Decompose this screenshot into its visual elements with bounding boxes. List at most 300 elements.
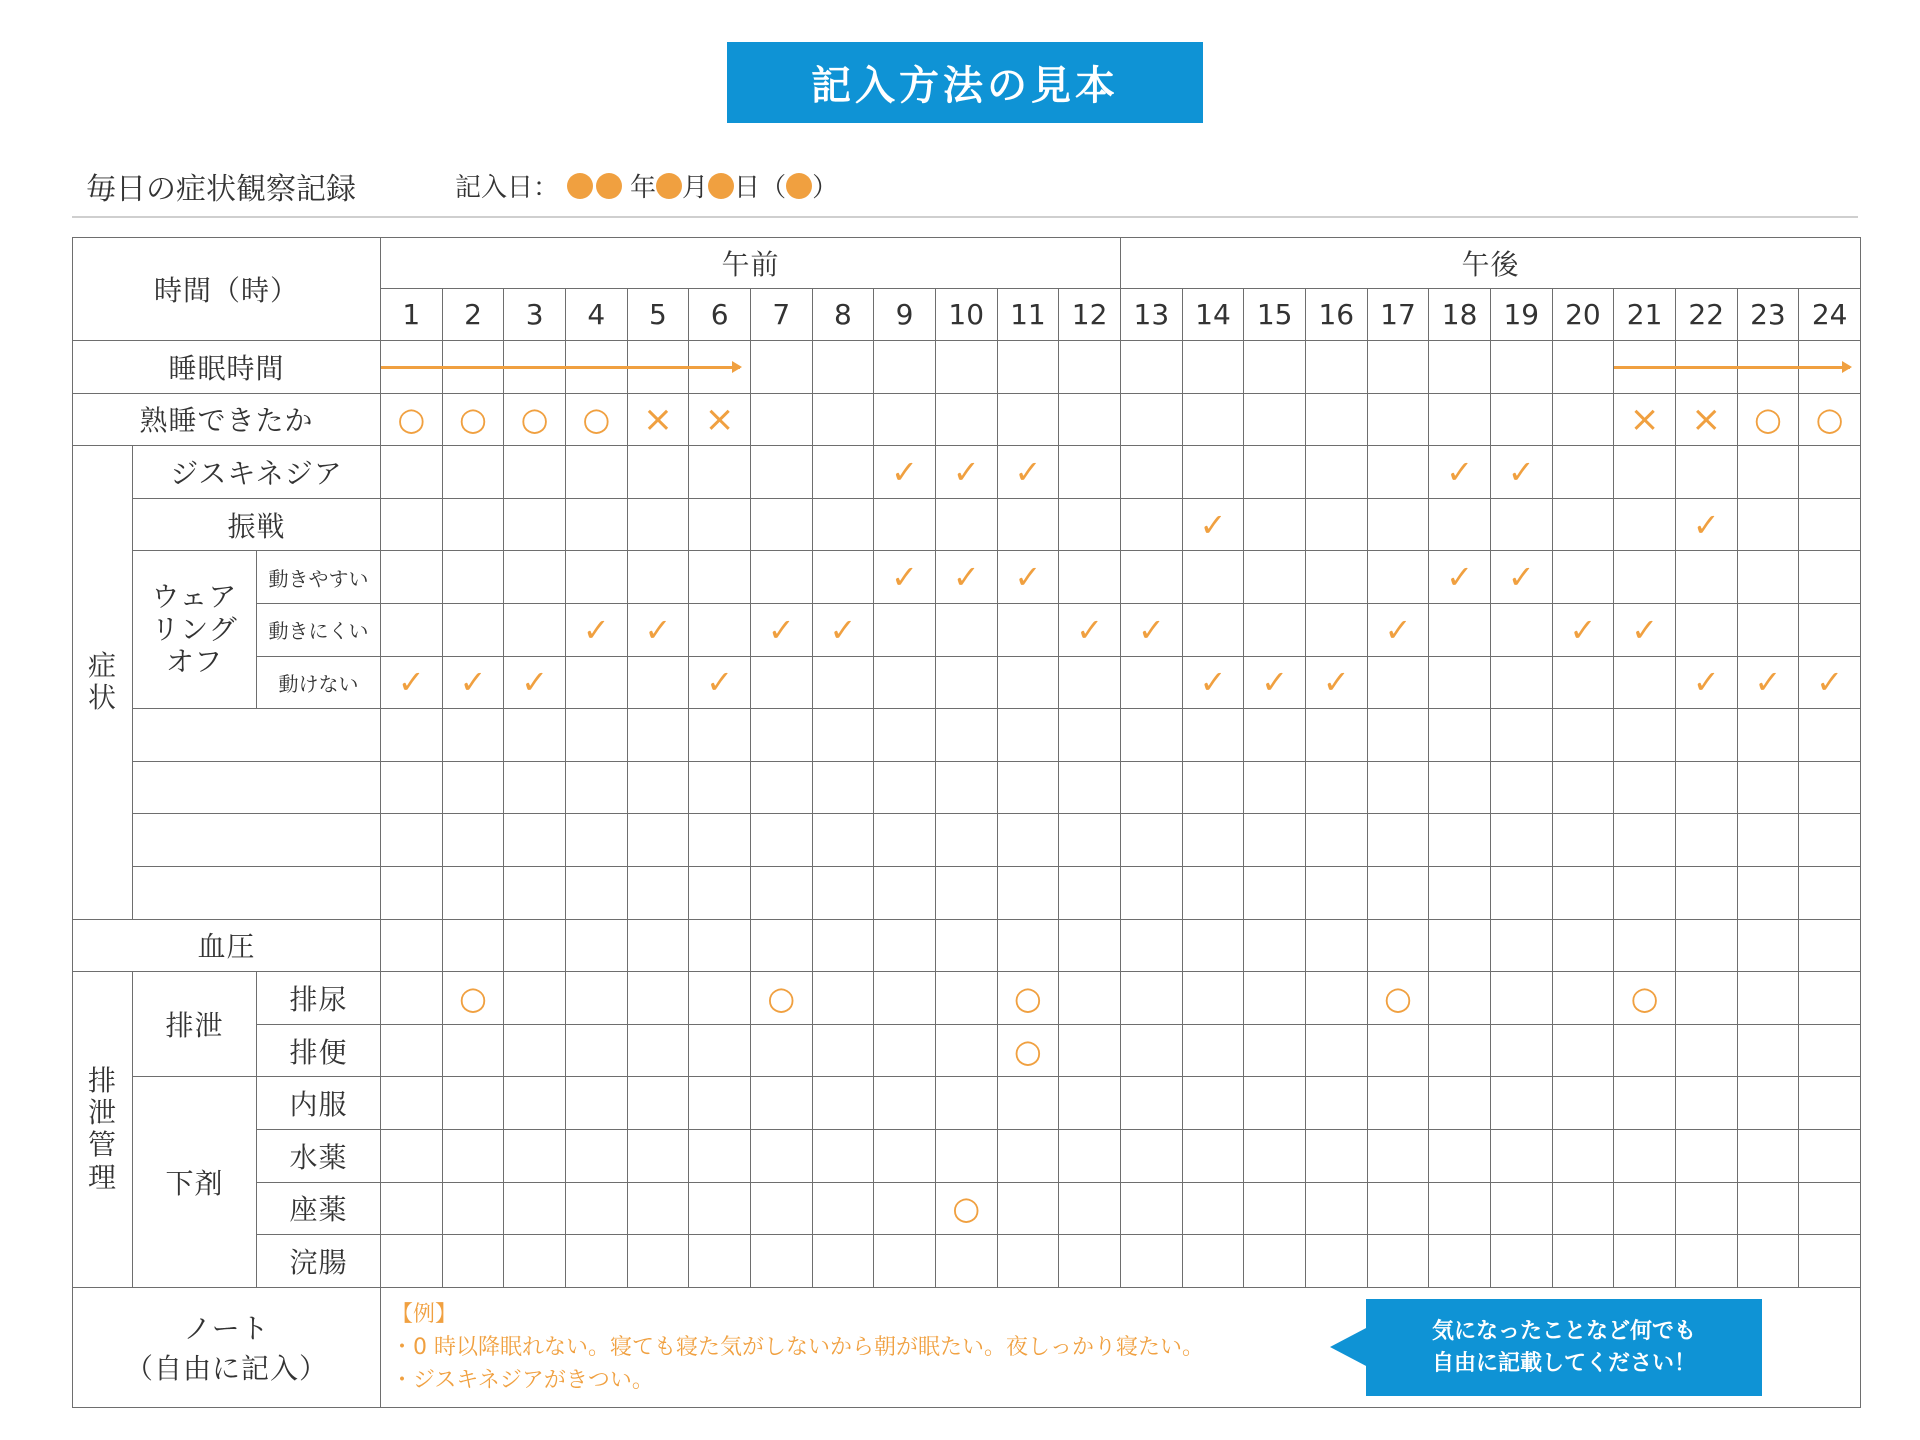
- month-dot: [656, 173, 682, 199]
- sleep-time-cell-16: [1305, 341, 1367, 394]
- dyskinesia-cell-13: [1121, 446, 1183, 499]
- hard-move-cell-13: [1121, 603, 1183, 656]
- urination-cell-20: [1552, 972, 1614, 1025]
- sleep-time-cell-19: [1490, 341, 1552, 394]
- hour-label-14: 14: [1195, 298, 1231, 331]
- sound-sleep-cell-22: [1675, 393, 1737, 446]
- oral-cell-14: [1182, 1077, 1244, 1130]
- hour-header-22: [1675, 289, 1737, 341]
- wearing-off-stack: [133, 581, 256, 678]
- hour-header-18: [1429, 289, 1491, 341]
- sound-sleep-cell-24: [1799, 393, 1861, 446]
- enema-cell-22: [1675, 1235, 1737, 1288]
- cannot-move-cell-4: [565, 656, 627, 709]
- hour-header-14: [1182, 289, 1244, 341]
- blank-symptom-1-cell-4: [565, 709, 627, 762]
- dyskinesia-cell-14: [1182, 446, 1244, 499]
- blank-symptom-label-3: [133, 814, 381, 867]
- pm-label: 午後: [1461, 248, 1520, 281]
- hour-label-7: 7: [772, 298, 791, 331]
- liquid-cell-19: [1490, 1129, 1552, 1182]
- blank-symptom-3-cell-16: [1305, 814, 1367, 867]
- blank-symptom-2-cell-9: [874, 761, 936, 814]
- callout-box: [1366, 1299, 1762, 1396]
- cannot-move-cell-14: [1182, 656, 1244, 709]
- defecation-cell-3: [504, 1024, 566, 1077]
- cannot-move-cell-21: [1614, 656, 1676, 709]
- blank-symptom-4-cell-11: [997, 866, 1059, 919]
- blank-symptom-2-cell-21: [1614, 761, 1676, 814]
- enema-cell-7: [750, 1235, 812, 1288]
- blank-symptom-2-cell-1: [381, 761, 443, 814]
- blood-pressure-cell-22: [1675, 919, 1737, 972]
- excretion-char-0: 排: [87, 1064, 117, 1098]
- oral-cell-12: [1059, 1077, 1121, 1130]
- blank-symptom-3-cell-6: [689, 814, 751, 867]
- day-label: 日: [734, 173, 761, 203]
- blank-symptom-4-cell-17: [1367, 866, 1429, 919]
- oral-cell-10: [935, 1077, 997, 1130]
- urination-cell-4: [565, 972, 627, 1025]
- hour-header-15: [1244, 289, 1306, 341]
- sleep-time-cell-15: [1244, 341, 1306, 394]
- blank-symptom-2-cell-18: [1429, 761, 1491, 814]
- blank-symptom-2-cell-2: [442, 761, 504, 814]
- note-example: [391, 1298, 1204, 1397]
- defecation-cell-16: [1305, 1024, 1367, 1077]
- sound-sleep-mark-4: ○: [582, 400, 611, 439]
- suppository-cell-1: [381, 1182, 443, 1235]
- oral-cell-13: [1121, 1077, 1183, 1130]
- blood-pressure-cell-23: [1737, 919, 1799, 972]
- hour-header-23: [1737, 289, 1799, 341]
- liquid-cell-20: [1552, 1129, 1614, 1182]
- dyskinesia-cell-19: [1490, 446, 1552, 499]
- oral-cell-6: [689, 1077, 751, 1130]
- suppository-cell-2: [442, 1182, 504, 1235]
- blank-symptom-4-cell-2: [442, 866, 504, 919]
- sleep-arrow-2: [1614, 366, 1851, 369]
- easy-move-cell-1: [381, 551, 443, 604]
- liquid-label: [257, 1129, 381, 1182]
- hard-move-cell-18: [1429, 603, 1491, 656]
- excretion-label: [133, 972, 257, 1077]
- hard-move-cell-14: [1182, 603, 1244, 656]
- hard-move-cell-24: [1799, 603, 1861, 656]
- oral-cell-7: [750, 1077, 812, 1130]
- cannot-move-cell-18: [1429, 656, 1491, 709]
- blank-symptom-3-cell-15: [1244, 814, 1306, 867]
- hour-label-19: 19: [1503, 298, 1540, 331]
- defecation-circle-11: ○: [1013, 1031, 1042, 1070]
- hour-header-5: [627, 289, 689, 341]
- blank-symptom-4-cell-18: [1429, 866, 1491, 919]
- blank-symptom-4-cell-20: [1552, 866, 1614, 919]
- sound-sleep-cell-16: [1305, 393, 1367, 446]
- blank-symptom-1-cell-24: [1799, 709, 1861, 762]
- oral-cell-16: [1305, 1077, 1367, 1130]
- enema-cell-12: [1059, 1235, 1121, 1288]
- oral-cell-5: [627, 1077, 689, 1130]
- liquid-cell-7: [750, 1129, 812, 1182]
- hour-label-11: 11: [1010, 298, 1046, 331]
- hour-label-24: 24: [1811, 298, 1848, 331]
- hard-move-cell-20: [1552, 603, 1614, 656]
- cannot-move-cell-2: [442, 656, 504, 709]
- blank-symptom-2-cell-22: [1675, 761, 1737, 814]
- blank-symptom-2-cell-10: [935, 761, 997, 814]
- sound-sleep-cell-6: [689, 393, 751, 446]
- time-header-label: 時間（時）: [153, 274, 299, 307]
- liquid-cell-12: [1059, 1129, 1121, 1182]
- tremor-cell-17: [1367, 498, 1429, 551]
- defecation-cell-12: [1059, 1024, 1121, 1077]
- blank-symptom-1-cell-19: [1490, 709, 1552, 762]
- paren-close: ）: [812, 173, 839, 203]
- blank-symptom-1-cell-21: [1614, 709, 1676, 762]
- sleep-time-cell-9: [874, 341, 936, 394]
- urination-cell-5: [627, 972, 689, 1025]
- blank-symptom-4-cell-6: [689, 866, 751, 919]
- defecation-cell-10: [935, 1024, 997, 1077]
- sound-sleep-cell-4: [565, 393, 627, 446]
- tremor-cell-23: [1737, 498, 1799, 551]
- tremor-cell-24: [1799, 498, 1861, 551]
- blank-symptom-3-cell-19: [1490, 814, 1552, 867]
- tremor-cell-8: [812, 498, 874, 551]
- easy-move-check-10: ✓: [952, 558, 980, 597]
- defecation-cell-1: [381, 1024, 443, 1077]
- blank-symptom-1-cell-3: [504, 709, 566, 762]
- sound-sleep-mark-2: ○: [459, 400, 487, 439]
- header-divider: [72, 216, 1858, 218]
- oral-cell-8: [812, 1077, 874, 1130]
- blank-symptom-3-cell-18: [1429, 814, 1491, 867]
- blank-symptom-2-cell-8: [812, 761, 874, 814]
- easy-move-cell-16: [1305, 551, 1367, 604]
- suppository-cell-4: [565, 1182, 627, 1235]
- suppository-cell-16: [1305, 1182, 1367, 1235]
- oral-cell-19: [1490, 1077, 1552, 1130]
- easy-move-check-11: ✓: [1014, 558, 1042, 597]
- dyskinesia-cell-8: [812, 446, 874, 499]
- dyskinesia-cell-11: [997, 446, 1059, 499]
- excretion-text: 排泄: [165, 1009, 224, 1043]
- am-header: [381, 238, 1121, 289]
- hard-move-cell-8: [812, 603, 874, 656]
- enema-cell-1: [381, 1235, 443, 1288]
- cannot-move-cell-12: [1059, 656, 1121, 709]
- cannot-move-cell-7: [750, 656, 812, 709]
- blank-symptom-2-cell-6: [689, 761, 751, 814]
- urination-cell-16: [1305, 972, 1367, 1025]
- blank-symptom-1-cell-13: [1121, 709, 1183, 762]
- urination-cell-24: [1799, 972, 1861, 1025]
- dyskinesia-cell-9: [874, 446, 936, 499]
- blank-symptom-3-cell-4: [565, 814, 627, 867]
- defecation-cell-15: [1244, 1024, 1306, 1077]
- hard-move-cell-15: [1244, 603, 1306, 656]
- liquid-cell-14: [1182, 1129, 1244, 1182]
- sound-sleep-cell-9: [874, 393, 936, 446]
- note-line-2: ・ジスキネジアがきつい。: [391, 1367, 654, 1393]
- blank-symptom-4-cell-5: [627, 866, 689, 919]
- defecation-cell-23: [1737, 1024, 1799, 1077]
- blood-pressure-cell-15: [1244, 919, 1306, 972]
- defecation-cell-20: [1552, 1024, 1614, 1077]
- cannot-move-cell-17: [1367, 656, 1429, 709]
- hard-move-cell-17: [1367, 603, 1429, 656]
- note-label: [73, 1287, 381, 1407]
- defecation-cell-18: [1429, 1024, 1491, 1077]
- urination-circle-21: ○: [1630, 978, 1659, 1017]
- oral-cell-20: [1552, 1077, 1614, 1130]
- hard-move-cell-23: [1737, 603, 1799, 656]
- hour-header-10: [935, 289, 997, 341]
- sleep-time-cell-7: [750, 341, 812, 394]
- easy-move-cell-9: [874, 551, 936, 604]
- easy-move-cell-22: [1675, 551, 1737, 604]
- cannot-move-check-15: ✓: [1261, 663, 1289, 702]
- cannot-move-check-2: ✓: [459, 663, 487, 702]
- tremor-cell-7: [750, 498, 812, 551]
- tremor-check-14: ✓: [1199, 505, 1227, 544]
- blood-pressure-cell-11: [997, 919, 1059, 972]
- hour-label-22: 22: [1688, 298, 1725, 331]
- dyskinesia-check-9: ✓: [891, 452, 918, 491]
- sleep-time-cell-8: [812, 341, 874, 394]
- blank-symptom-4-cell-24: [1799, 866, 1861, 919]
- suppository-cell-13: [1121, 1182, 1183, 1235]
- suppository-cell-9: [874, 1182, 936, 1235]
- blank-symptom-1-cell-10: [935, 709, 997, 762]
- easy-move-cell-14: [1182, 551, 1244, 604]
- dyskinesia-cell-5: [627, 446, 689, 499]
- hour-header-21: [1614, 289, 1676, 341]
- suppository-label: [257, 1182, 381, 1235]
- oral-cell-23: [1737, 1077, 1799, 1130]
- sleep-time-cell-11: [997, 341, 1059, 394]
- blank-symptom-4-cell-9: [874, 866, 936, 919]
- defecation-text: 排便: [289, 1035, 348, 1069]
- cannot-move-cell-24: [1799, 656, 1861, 709]
- blank-symptom-3-cell-14: [1182, 814, 1244, 867]
- blank-symptom-3-cell-9: [874, 814, 936, 867]
- blank-symptom-1-cell-22: [1675, 709, 1737, 762]
- blank-symptom-4-cell-3: [504, 866, 566, 919]
- easy-move-label: [257, 551, 381, 604]
- liquid-text: 水薬: [289, 1140, 348, 1174]
- hour-label-1: 1: [402, 298, 421, 331]
- dyskinesia-text: ジスキネジア: [170, 456, 343, 490]
- page-banner: 記入方法の見本: [727, 42, 1203, 123]
- urination-cell-10: [935, 972, 997, 1025]
- blank-symptom-4-cell-23: [1737, 866, 1799, 919]
- tremor-cell-6: [689, 498, 751, 551]
- blank-symptom-4-cell-15: [1244, 866, 1306, 919]
- enema-cell-11: [997, 1235, 1059, 1288]
- note-heading: 【例】: [391, 1301, 458, 1327]
- sound-sleep-cell-12: [1059, 393, 1121, 446]
- wearing-off-line-2: オフ: [165, 644, 224, 678]
- enema-cell-9: [874, 1235, 936, 1288]
- blank-symptom-3-cell-7: [750, 814, 812, 867]
- symptoms-vertical: [73, 650, 132, 714]
- blood-pressure-cell-6: [689, 919, 751, 972]
- tremor-cell-21: [1614, 498, 1676, 551]
- hard-move-cell-6: [689, 603, 751, 656]
- tremor-cell-15: [1244, 498, 1306, 551]
- cannot-move-check-24: ✓: [1816, 663, 1844, 702]
- callout-pointer: [1330, 1327, 1368, 1367]
- cannot-move-cell-6: [689, 656, 751, 709]
- blank-symptom-4-cell-1: [381, 866, 443, 919]
- enema-cell-13: [1121, 1235, 1183, 1288]
- oral-cell-24: [1799, 1077, 1861, 1130]
- defecation-cell-6: [689, 1024, 751, 1077]
- hour-header-4: [565, 289, 627, 341]
- easy-move-cell-2: [442, 551, 504, 604]
- hard-move-cell-19: [1490, 603, 1552, 656]
- enema-cell-14: [1182, 1235, 1244, 1288]
- oral-cell-3: [504, 1077, 566, 1130]
- suppository-cell-11: [997, 1182, 1059, 1235]
- year-label: 年: [630, 173, 657, 203]
- hard-move-check-8: ✓: [829, 610, 857, 649]
- blood-pressure-cell-5: [627, 919, 689, 972]
- tremor-cell-9: [874, 498, 936, 551]
- hard-move-cell-12: [1059, 603, 1121, 656]
- hard-move-cell-3: [504, 603, 566, 656]
- blank-symptom-4-cell-21: [1614, 866, 1676, 919]
- suppository-cell-20: [1552, 1182, 1614, 1235]
- blank-symptom-3-cell-12: [1059, 814, 1121, 867]
- liquid-cell-3: [504, 1129, 566, 1182]
- defecation-cell-4: [565, 1024, 627, 1077]
- hard-move-cell-9: [874, 603, 936, 656]
- blank-symptom-2-cell-24: [1799, 761, 1861, 814]
- urination-cell-8: [812, 972, 874, 1025]
- cannot-move-cell-11: [997, 656, 1059, 709]
- sound-sleep-cell-18: [1429, 393, 1491, 446]
- suppository-text: 座薬: [289, 1193, 348, 1227]
- liquid-cell-8: [812, 1129, 874, 1182]
- hour-label-17: 17: [1380, 298, 1416, 331]
- tremor-cell-20: [1552, 498, 1614, 551]
- urination-cell-17: [1367, 972, 1429, 1025]
- enema-cell-23: [1737, 1235, 1799, 1288]
- tremor-cell-16: [1305, 498, 1367, 551]
- cannot-move-check-14: ✓: [1199, 663, 1227, 702]
- blank-symptom-1-cell-15: [1244, 709, 1306, 762]
- suppository-cell-12: [1059, 1182, 1121, 1235]
- hard-move-check-17: ✓: [1384, 610, 1412, 649]
- enema-cell-4: [565, 1235, 627, 1288]
- defecation-cell-5: [627, 1024, 689, 1077]
- sound-sleep-text: 熟睡できたか: [139, 404, 314, 438]
- hour-header-13: [1121, 289, 1183, 341]
- tremor-cell-4: [565, 498, 627, 551]
- blank-symptom-3-cell-22: [1675, 814, 1737, 867]
- dyskinesia-cell-7: [750, 446, 812, 499]
- tremor-cell-3: [504, 498, 566, 551]
- defecation-cell-8: [812, 1024, 874, 1077]
- cannot-move-cell-1: [381, 656, 443, 709]
- tremor-cell-18: [1429, 498, 1491, 551]
- urination-cell-23: [1737, 972, 1799, 1025]
- hour-label-23: 23: [1750, 298, 1786, 331]
- tremor-cell-2: [442, 498, 504, 551]
- defecation-cell-21: [1614, 1024, 1676, 1077]
- entry-date: [455, 167, 838, 204]
- cannot-move-cell-9: [874, 656, 936, 709]
- urination-cell-9: [874, 972, 936, 1025]
- sound-sleep-cell-2: [442, 393, 504, 446]
- blood-pressure-cell-16: [1305, 919, 1367, 972]
- sleep-time-cell-13: [1121, 341, 1183, 394]
- blank-symptom-2-cell-4: [565, 761, 627, 814]
- dyskinesia-cell-22: [1675, 446, 1737, 499]
- urination-cell-11: [997, 972, 1059, 1025]
- dyskinesia-cell-4: [565, 446, 627, 499]
- defecation-cell-14: [1182, 1024, 1244, 1077]
- enema-cell-3: [504, 1235, 566, 1288]
- hard-move-cell-5: [627, 603, 689, 656]
- hard-move-text: 動きにくい: [268, 619, 369, 644]
- hour-header-24: [1799, 289, 1861, 341]
- oral-label: [257, 1077, 381, 1130]
- note-sub-text: （自由に記入）: [124, 1352, 328, 1386]
- urination-cell-14: [1182, 972, 1244, 1025]
- sound-sleep-cell-21: [1614, 393, 1676, 446]
- wearing-off-line-0: ウェア: [151, 580, 238, 614]
- dyskinesia-cell-21: [1614, 446, 1676, 499]
- defecation-cell-13: [1121, 1024, 1183, 1077]
- cannot-move-check-23: ✓: [1754, 663, 1782, 702]
- cannot-move-cell-23: [1737, 656, 1799, 709]
- callout-line-2: 自由に記載してください！: [1431, 1350, 1696, 1376]
- urination-cell-2: [442, 972, 504, 1025]
- paren-open: （: [760, 173, 787, 203]
- sound-sleep-cell-20: [1552, 393, 1614, 446]
- tremor-cell-12: [1059, 498, 1121, 551]
- blood-pressure-cell-13: [1121, 919, 1183, 972]
- enema-cell-21: [1614, 1235, 1676, 1288]
- hour-label-18: 18: [1441, 298, 1478, 331]
- oral-cell-2: [442, 1077, 504, 1130]
- suppository-cell-7: [750, 1182, 812, 1235]
- hour-header-1: [381, 289, 443, 341]
- blank-symptom-3-cell-8: [812, 814, 874, 867]
- suppository-cell-14: [1182, 1182, 1244, 1235]
- sound-sleep-cell-17: [1367, 393, 1429, 446]
- dyskinesia-check-19: ✓: [1507, 452, 1535, 491]
- sleep-time-cell-10: [935, 341, 997, 394]
- cannot-move-cell-5: [627, 656, 689, 709]
- blank-symptom-4-cell-22: [1675, 866, 1737, 919]
- cannot-move-check-16: ✓: [1322, 663, 1350, 702]
- blank-symptom-4-cell-12: [1059, 866, 1121, 919]
- hour-label-8: 8: [834, 298, 852, 331]
- oral-cell-4: [565, 1077, 627, 1130]
- hard-move-check-21: ✓: [1631, 610, 1658, 649]
- dyskinesia-cell-16: [1305, 446, 1367, 499]
- liquid-cell-10: [935, 1129, 997, 1182]
- defecation-cell-24: [1799, 1024, 1861, 1077]
- defecation-label: [257, 1024, 381, 1077]
- easy-move-cell-10: [935, 551, 997, 604]
- record-title: 毎日の症状観察記録: [86, 172, 356, 207]
